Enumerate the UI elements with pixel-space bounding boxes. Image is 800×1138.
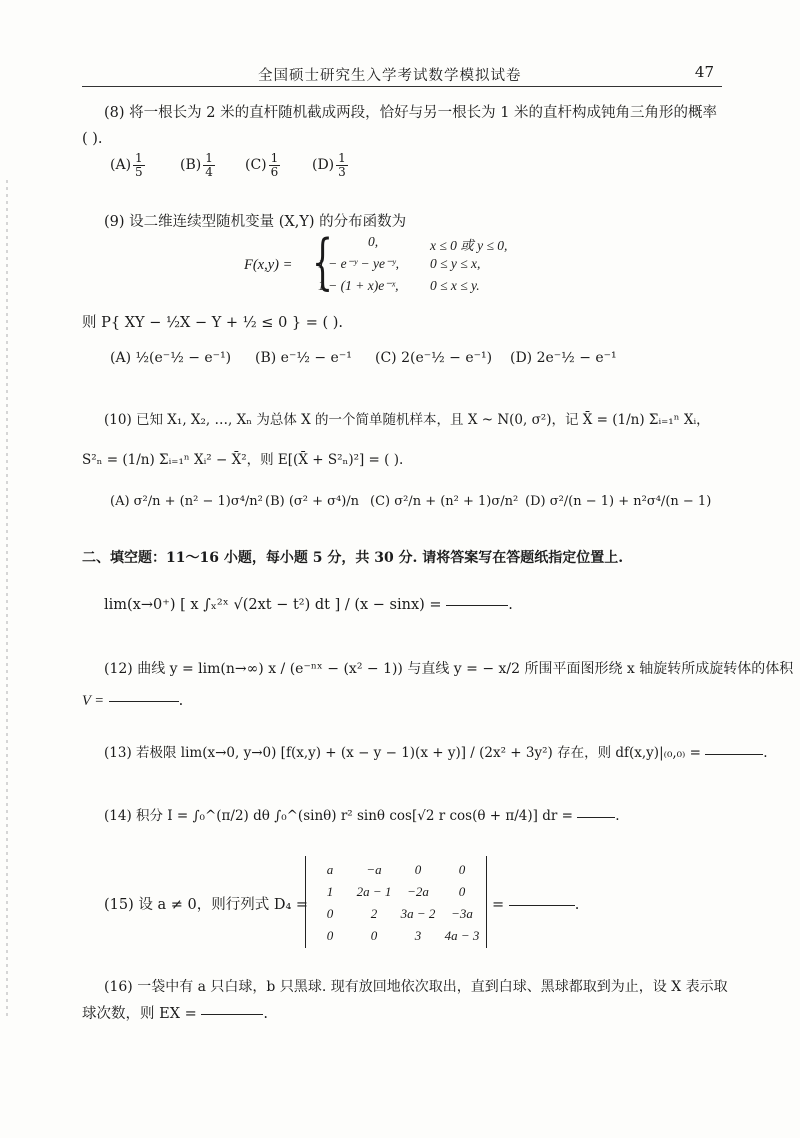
q12-line1: (12) 曲线 y = lim(n→∞) x / (e⁻ⁿˣ − (x² − 1)) 与直线 y = − x/2 所围平面图形绕 x 轴旋转所成旋转体的体积 — [104, 661, 794, 677]
q9-case2: 1 − e⁻ʸ − ye⁻ʸ, — [318, 256, 399, 271]
det-cell: 2 — [370, 906, 378, 921]
q11-answer-blank[interactable] — [446, 604, 508, 606]
q10-option-a: (A) σ²/n + (n² − 1)σ⁴/n² — [110, 494, 263, 509]
q15-equals: = . — [492, 897, 580, 913]
q15-determinant — [305, 856, 487, 948]
q13-text: (13) 若极限 lim(x→0, y→0) [f(x,y) + (x − y − 1)(x + y)] / (2x² + 3y²) 存在，则 df(x,y)|₍₀,₀₎ = . — [104, 745, 768, 761]
q10-line1: (10) 已知 X₁, X₂, …, Xₙ 为总体 X 的一个简单随机样本，且 X ~ N(0, σ²)，记 X̄ = (1/n) Σᵢ₌₁ⁿ Xᵢ， — [104, 412, 710, 428]
q14-answer-blank[interactable] — [577, 816, 615, 818]
q8-option-b: (B) $\frac{1}{4}$ — [180, 151, 213, 179]
header-title: 全国硕士研究生入学考试数学模拟试卷 — [258, 68, 522, 84]
q9-case2-cond: 0 ≤ y ≤ x, — [430, 256, 481, 271]
q9-function-lhs: F(x,y) = — [244, 257, 293, 273]
det-cell: 0 — [370, 928, 378, 943]
det-cell: 3a − 2 — [400, 906, 436, 921]
q10-option-c: (C) σ²/n + (n² + 1)σ/n² — [370, 494, 519, 509]
det-cell: 0 — [458, 862, 466, 877]
det-cell: 0 — [326, 906, 334, 921]
section2-heading: 二、填空题：11～16 小题，每小题 5 分，共 30 分. 请将答案写在答题纸指定位置上. — [82, 550, 624, 566]
page-header — [82, 60, 722, 87]
q9-piecewise — [312, 227, 562, 298]
q15-label: (15) 设 a ≠ 0，则行列式 D₄ = — [104, 897, 309, 913]
q8-line2: ( ). — [82, 131, 103, 147]
q9-case3-cond: 0 ≤ x ≤ y. — [430, 278, 480, 293]
q10-line2: S²ₙ = (1/n) Σᵢ₌₁ⁿ Xᵢ² − X̄²，则 E[(X̄ + S²ₙ)²] = ( ). — [82, 452, 404, 468]
q8-option-a: (A) $\frac{1}{5}$ — [110, 151, 143, 179]
det-cell: 0 — [414, 862, 422, 877]
q10-option-b: (B) (σ² + σ⁴)/n — [265, 494, 360, 509]
q9-case1: 0, — [368, 234, 379, 249]
det-cell: 0 — [326, 928, 334, 943]
det-cell: −a — [366, 862, 382, 877]
q15-answer-blank[interactable] — [509, 904, 575, 906]
q9-option-a: (A) ½(e⁻½ − e⁻¹) — [110, 350, 232, 366]
det-cell: −2a — [407, 884, 429, 899]
det-cell: 3 — [414, 928, 422, 943]
q9-option-d: (D) 2e⁻½ − e⁻¹ — [510, 350, 617, 366]
q9-case3: 1 − (1 + x)e⁻ˣ, — [318, 278, 399, 293]
det-cell: −3a — [451, 906, 473, 921]
q8-option-d: (D) $\frac{1}{3}$ — [312, 151, 346, 179]
q16-answer-blank[interactable] — [201, 1013, 263, 1015]
binding-margin — [6, 180, 8, 1020]
q16-line1: (16) 一袋中有 a 只白球，b 只黑球. 现有放回地依次取出，直到白球、黑球都取到为止，设 X 表示取 — [104, 979, 728, 995]
q9-option-c: (C) 2(e⁻½ − e⁻¹) — [375, 350, 493, 366]
det-cell: 0 — [458, 884, 466, 899]
q8-option-c: (C) $\frac{1}{6}$ — [245, 151, 279, 179]
left-brace-icon: { — [312, 227, 334, 297]
q10-option-d: (D) σ²/(n − 1) + n²σ⁴/(n − 1) — [525, 494, 712, 509]
q12-answer-blank[interactable] — [109, 700, 179, 702]
q9-option-b: (B) e⁻½ − e⁻¹ — [255, 350, 352, 366]
q13-answer-blank[interactable] — [705, 753, 763, 755]
q9-case1-cond: x ≤ 0 或 y ≤ 0, — [430, 238, 508, 253]
q9-probability: 则 P{ XY − ½X − Y + ½ ≤ 0 } = ( ). — [82, 315, 344, 331]
det-cell: a — [326, 862, 334, 877]
page-number: 47 — [694, 63, 714, 81]
det-cell: 2a − 1 — [356, 884, 392, 899]
det-cell: 1 — [326, 884, 334, 899]
q11-expression: lim(x→0⁺) [ x ∫ₓ²ˣ √(2xt − t²) dt ] / (x − sinx) = . — [104, 597, 513, 613]
q8-line1: (8) 将一根长为 2 米的直杆随机截成两段，恰好与另一根长为 1 米的直杆构成钝角三角形的概率 — [104, 105, 718, 121]
q16-line2: 球次数，则 EX = . — [82, 1006, 268, 1022]
q14-text: (14) 积分 I = ∫₀^(π/2) dθ ∫₀^(sinθ) r² sinθ cos[√2 r cos(θ + π/4)] dr = . — [104, 808, 620, 824]
q12-line2: V = . — [82, 693, 184, 709]
q9-line1: (9) 设二维连续型随机变量 (X,Y) 的分布函数为 — [104, 214, 407, 230]
det-cell: 4a − 3 — [444, 928, 480, 943]
